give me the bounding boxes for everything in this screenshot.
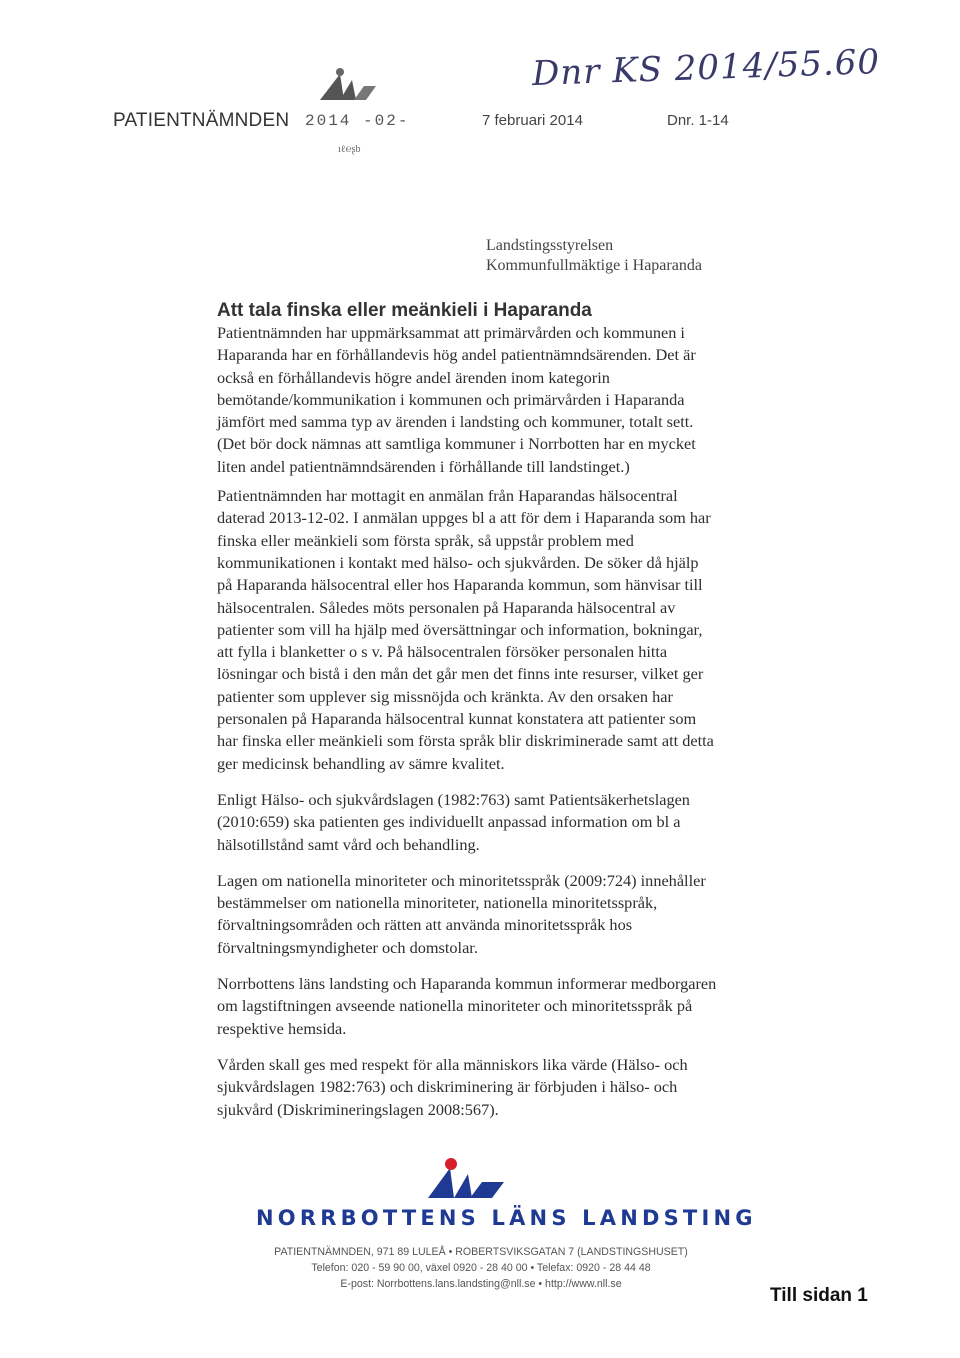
footer-address: PATIENTNÄMNDEN, 971 89 LULEÅ • ROBERTSVIKSGATAN 7 (LANDSTINGSHUSET)	[274, 1246, 688, 1258]
diary-number: Dnr. 1-14	[667, 112, 729, 129]
page-note: Till sidan 1	[770, 1285, 868, 1306]
paragraph: Patientnämnden har mottagit en anmälan från Haparandas hälsocentral daterad 2013-12-02. I anmälan uppges bl a att för dem i Haparanda som har finska eller meänkieli som första språk, så uppstår problem med kommunikationen i kontakt med hälso- och sjukvården. De söker då hjälp på Haparanda hälsocentral eller hos Haparanda kommun, som hänvisar till hälsocentralen. Således möts personalen på Haparanda hälsocentral av patienter som vill ha hjälp med översättningar och information, bokningar, att fylla i blanketter o s v. På hälsocentralen försöker personalen hitta lösningar och bistå i den mån det går men det finns inte resurser, vilket ger patienter som upplever sig missnöjda och kränkta. Av den orsaken har personalen på Haparanda hälsocentral kunnat konstatera att patienter som har finska eller meänkieli som första språk blir diskriminerade samt att detta ger medicinsk behandling av sämre kvalitet.	[217, 486, 714, 773]
landsting-logo-icon	[318, 66, 378, 102]
footer-org-name: NORRBOTTENS LÄNS LANDSTING	[256, 1206, 757, 1230]
paragraph: Norrbottens läns landsting och Haparanda kommun informerar medborgaren om lagstiftningen avseende nationella minoriteter och minoritetsspråk på respektive hemsida.	[217, 974, 717, 1038]
stamp-mark: ıℓ℮ʂb	[338, 144, 361, 155]
paragraph: Lagen om nationella minoriteter och minoritetsspråk (2009:724) innehåller bestämmelser om nationella minoriteter, nationella minoritetsspråk, förvaltningsområden och rätten att använda minoritetsspråk hos förvaltningsmyndigheter och domstolar.	[217, 870, 706, 957]
org-name: PATIENTNÄMNDEN	[113, 110, 290, 131]
paragraph: Enligt Hälso- och sjukvårdslagen (1982:763) samt Patientsäkerhetslagen (2010:659) ska patienten ges individuellt anpassad information om bl a hälsotillstånd samt vård och behandling.	[217, 789, 690, 854]
recipient-2: Kommunfullmäktige i Haparanda	[486, 257, 702, 274]
paragraph: Vården skall ges med respekt för alla människors lika värde (Hälso- och sjukvårdslagen 1982:763) och diskriminering är förbjuden i hälso- och sjukvård (Diskrimineringslagen 2008:567).	[217, 1054, 688, 1119]
letter-date: 7 februari 2014	[482, 112, 583, 129]
footer-phone: Telefon: 020 - 59 90 00, växel 0920 - 28 40 00 • Telefax: 0920 - 28 44 48	[311, 1262, 651, 1274]
received-stamp: 2014 -02-	[305, 112, 410, 130]
footer-email: E-post: Norrbottens.lans.landsting@nll.se • http://www.nll.se	[340, 1278, 622, 1290]
footer-contact	[256, 1244, 706, 1292]
nll-logo-icon	[426, 1156, 506, 1200]
document-title: Att tala finska eller meänkieli i Haparanda	[217, 300, 592, 321]
recipients	[486, 236, 702, 276]
handwritten-diary-number: Dnr KS 2014/55.60	[531, 41, 881, 95]
recipient-1: Landstingsstyrelsen	[486, 237, 614, 254]
paragraph: Patientnämnden har uppmärksammat att primärvården och kommunen i Haparanda har en förhållandevis hög andel patientnämndsärenden. Det är också en förhållandevis högre andel ärenden inom kategorin bemötande/kommunikation i kommunen och primärvården i Haparanda jämfört med samma typ av ärenden i landsting och kommuner, totalt sett. (Det bör dock nämnas att samtliga kommuner i Norrbotten har en mycket liten andel patientnämndsärenden i förhållande till landstinget.)	[217, 323, 696, 476]
letter-body	[217, 322, 717, 1135]
